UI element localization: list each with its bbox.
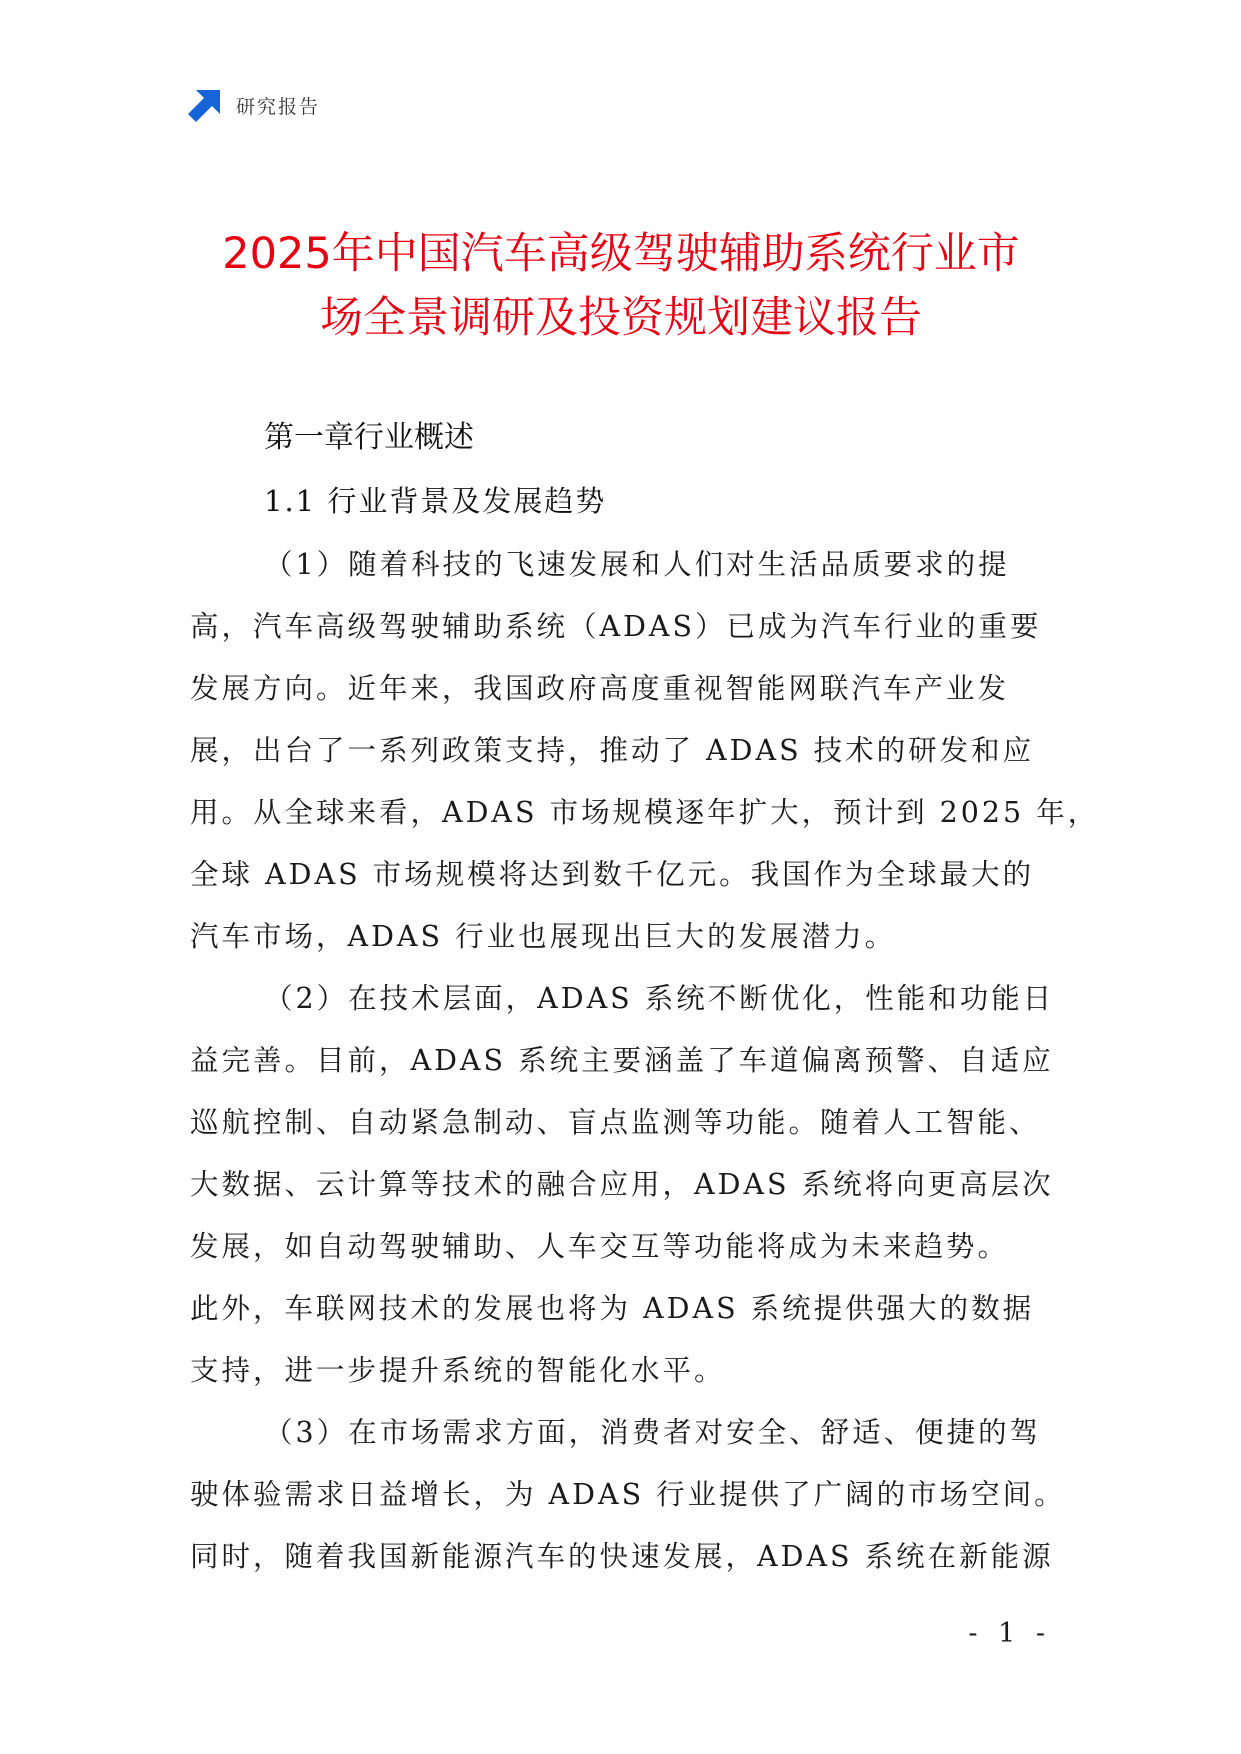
text-line: 益完善。目前，ADAS 系统主要涵盖了车道偏离预警、自适应 — [190, 1044, 1054, 1077]
text-line: 此外，车联网技术的发展也将为 ADAS 系统提供强大的数据 — [190, 1292, 1035, 1325]
arrow-up-right-icon — [188, 88, 222, 122]
text-line: 汽车市场，ADAS 行业也展现出巨大的发展潜力。 — [190, 920, 897, 953]
chapter-heading: 第一章行业概述 — [264, 420, 474, 455]
document-title-line-2: 场全景调研及投资规划建议报告 — [320, 293, 922, 343]
text-line: 巡航控制、自动紧急制动、盲点监测等功能。随着人工智能、 — [190, 1106, 1041, 1139]
text-line: 发展，如自动驾驶辅助、人车交互等功能将成为未来趋势。 — [190, 1230, 1010, 1263]
text-line: 大数据、云计算等技术的融合应用，ADAS 系统将向更高层次 — [190, 1168, 1054, 1201]
section-heading: 1.1 行业背景及发展趋势 — [264, 484, 607, 518]
text-line: 同时，随着我国新能源汽车的快速发展，ADAS 系统在新能源 — [190, 1540, 1054, 1573]
text-line: 支持，进一步提升系统的智能化水平。 — [190, 1354, 726, 1387]
text-line: 用。从全球来看，ADAS 市场规模逐年扩大，预计到 2025 年， — [190, 796, 1100, 829]
header-label: 研究报告 — [236, 95, 321, 118]
page-number: - 1 - — [968, 1618, 1051, 1649]
paragraph-2 — [190, 968, 1055, 1402]
paragraph-1 — [190, 534, 1100, 968]
text-line: 展，出台了一系列政策支持，推动了 ADAS 技术的研发和应 — [190, 734, 1035, 767]
body-text — [190, 534, 1100, 1588]
text-line: （1）随着科技的飞速发展和人们对生活品质要求的提 — [264, 548, 1010, 581]
text-line: 全球 ADAS 市场规模将达到数千亿元。我国作为全球最大的 — [190, 858, 1035, 891]
text-line: 发展方向。近年来，我国政府高度重视智能网联汽车产业发 — [190, 672, 1010, 705]
document-title-line-1: 2025年中国汽车高级驾驶辅助系统行业市 — [222, 229, 1020, 279]
text-line: （2）在技术层面，ADAS 系统不断优化，性能和功能日 — [264, 982, 1055, 1015]
page-header — [188, 88, 320, 122]
text-line: 驶体验需求日益增长，为 ADAS 行业提供了广阔的市场空间。 — [190, 1478, 1066, 1511]
text-line: 高，汽车高级驾驶辅助系统（ADAS）已成为汽车行业的重要 — [190, 610, 1042, 643]
document-title — [190, 222, 1052, 350]
paragraph-3 — [190, 1402, 1066, 1588]
text-line: （3）在市场需求方面，消费者对安全、舒适、便捷的驾 — [264, 1416, 1042, 1449]
